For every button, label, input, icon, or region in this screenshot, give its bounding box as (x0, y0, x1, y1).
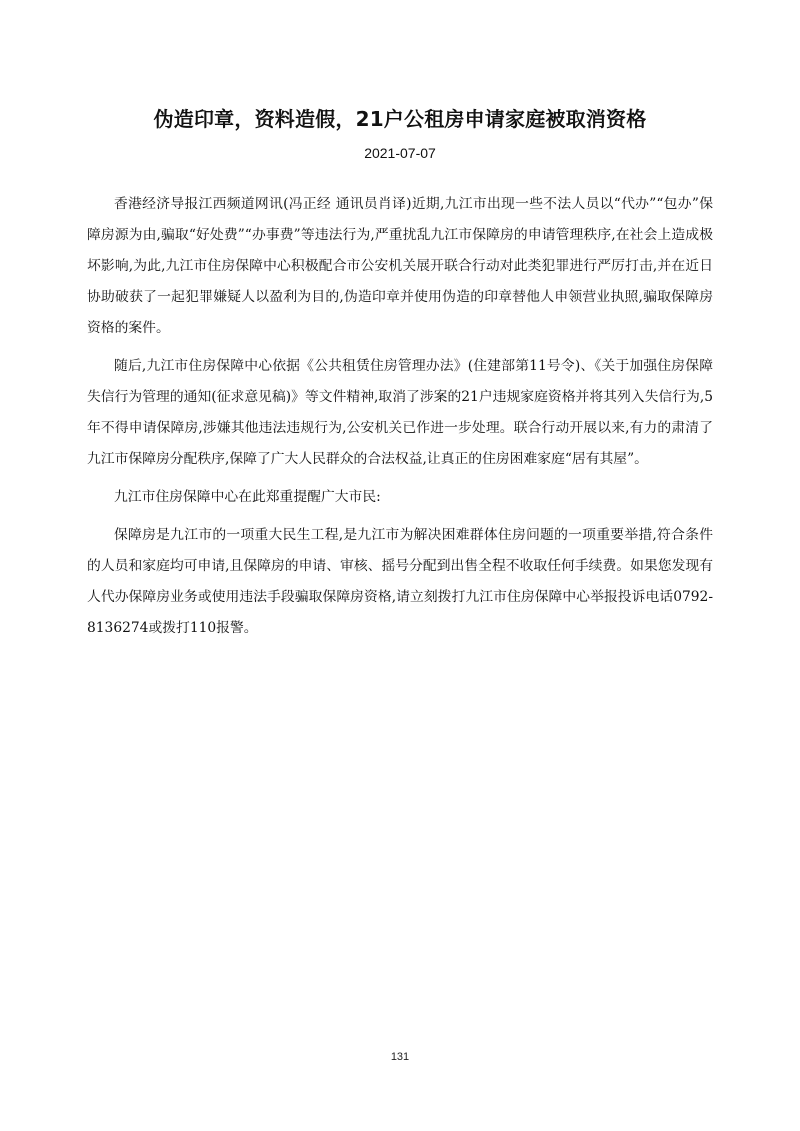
paragraph-3: 九江市住房保障中心在此郑重提醒广大市民: (114, 489, 381, 505)
paragraph-2: 随后,九江市住房保障中心依据《公共租赁住房管理办法》(住建部第11号令)、《关于加强住房保障失信行为管理的通知(征求意见稿)》等文件精神,取消了涉案的21户违规家庭资格并将其列入失信行为,5年不得申请保障房,涉嫌其他违法违规行为,公安机关已作进一步处理。联合行动开展以来,有力的肃清了九江市保障房分配秩序,保障了广大人民群众的合法权益,让真正的住房困难家庭“居有其屋”。 (87, 358, 713, 467)
article-title: 伪造印章，资料造假，21户公租房申请家庭被取消资格 (153, 107, 647, 131)
article-date: 2021-07-07 (364, 145, 436, 161)
paragraph-4: 保障房是九江市的一项重大民生工程,是九江市为解决困难群体住房问题的一项重要举措,符合条件的人员和家庭均可申请,且保障房的申请、审核、摇号分配到出售全程不收取任何手续费。如果您发现有人代办保障房业务或使用违法手段骗取保障房资格,请立刻拨打九江市住房保障中心举报投诉电话0792-8136274或拨打110报警。 (87, 527, 713, 636)
paragraph-1: 香港经济导报江西频道网讯(冯正经 通讯员肖译)近期,九江市出现一些不法人员以“代办”“包办”保障房源为由,骗取“好处费”“办事费”等违法行为,严重扰乱九江市保障房的申请管理秩序,在社会上造成极坏影响,为此,九江市住房保障中心积极配合市公安机关展开联合行动对此类犯罪进行严厉打击,并在近日协助破获了一起犯罪嫌疑人以盈利为目的,伪造印章并使用伪造的印章替他人申领营业执照,骗取保障房资格的案件。 (87, 196, 713, 336)
page-number: 131 (390, 1051, 410, 1063)
article-body (87, 189, 713, 651)
